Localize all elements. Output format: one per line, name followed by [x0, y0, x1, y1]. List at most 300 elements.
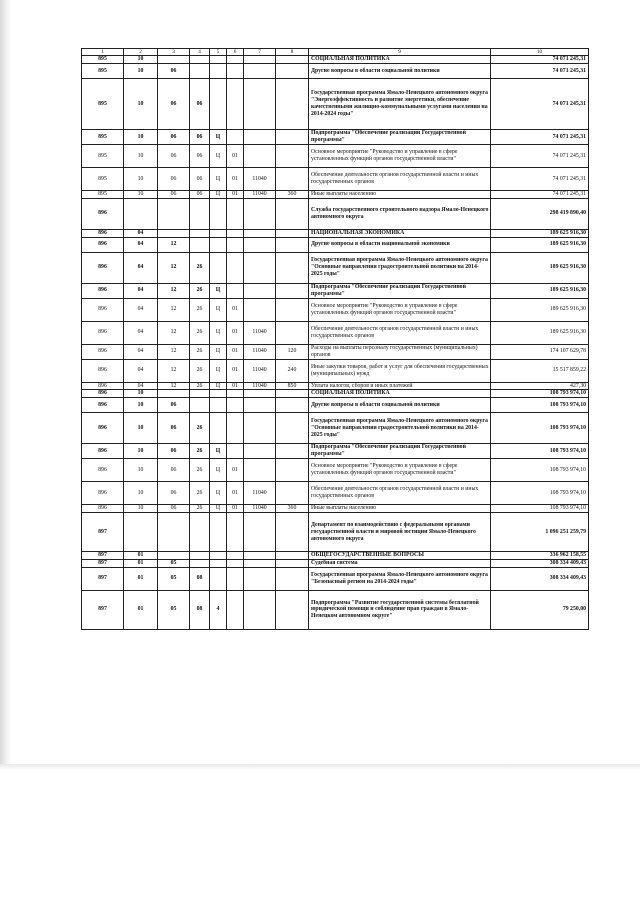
subprogram-cell: Ц [210, 359, 227, 382]
admin-code-cell: 895 [82, 144, 124, 167]
admin-code-cell: 896 [82, 459, 124, 482]
description-cell: Уплата налогов, сборов и иных платежей [309, 382, 491, 390]
program-cell: 26 [190, 413, 210, 444]
description-cell: Подпрограмма "Обеспечение реализации Государственной программы" [309, 444, 491, 459]
expense-type-cell [276, 144, 309, 167]
table-row [82, 390, 589, 398]
program-cell [190, 56, 210, 64]
subprogram-cell: Ц [210, 382, 227, 390]
admin-code-cell: 896 [82, 229, 124, 237]
table-row [82, 63, 589, 78]
admin-code-cell: 895 [82, 63, 124, 78]
activity-cell [227, 252, 244, 283]
activity-cell [227, 590, 244, 629]
subprogram-cell: Ц [210, 167, 227, 190]
activity-cell [227, 398, 244, 413]
amount-cell: 1 096 251 259,79 [491, 513, 589, 552]
subsection-cell: 06 [158, 444, 190, 459]
program-cell: 26 [190, 459, 210, 482]
program-cell: 08 [190, 567, 210, 590]
table-row [82, 229, 589, 237]
direction-cell [244, 78, 276, 129]
section-cell: 04 [124, 229, 158, 237]
section-cell: 10 [124, 190, 158, 198]
description-cell: ОБЩЕГОСУДАРСТВЕННЫЕ ВОПРОСЫ [309, 552, 491, 560]
program-cell: 26 [190, 444, 210, 459]
direction-cell: 11040 [244, 344, 276, 359]
amount-cell: 108 793 974,10 [491, 505, 589, 513]
activity-cell: 01 [227, 482, 244, 505]
expense-type-cell [276, 559, 309, 567]
subprogram-cell: Ц [210, 459, 227, 482]
subsection-cell: 12 [158, 237, 190, 252]
amount-cell: 174 107 629,78 [491, 344, 589, 359]
description-cell: Другие вопросы в области национальной экономики [309, 237, 491, 252]
direction-cell [244, 459, 276, 482]
header-cell: 3 [158, 49, 190, 56]
section-cell: 10 [124, 129, 158, 144]
direction-cell [244, 298, 276, 321]
header-cell: 8 [276, 49, 309, 56]
expense-type-cell [276, 229, 309, 237]
activity-cell [227, 237, 244, 252]
header-cell: 9 [309, 49, 491, 56]
activity-cell [227, 56, 244, 64]
activity-cell: 01 [227, 382, 244, 390]
direction-cell [244, 444, 276, 459]
subprogram-cell [210, 552, 227, 560]
direction-cell: 11040 [244, 505, 276, 513]
section-cell: 04 [124, 382, 158, 390]
admin-code-cell: 896 [82, 344, 124, 359]
subsection-cell: 06 [158, 413, 190, 444]
section-cell: 10 [124, 390, 158, 398]
description-cell: Расходы на выплаты персоналу государственных (муниципальных) органов [309, 344, 491, 359]
amount-cell: 79 250,00 [491, 590, 589, 629]
table-row [82, 459, 589, 482]
direction-cell [244, 590, 276, 629]
subprogram-cell [210, 390, 227, 398]
activity-cell: 01 [227, 321, 244, 344]
section-cell: 10 [124, 63, 158, 78]
subprogram-cell: 4 [210, 590, 227, 629]
expense-type-cell [276, 390, 309, 398]
header-cell: 6 [227, 49, 244, 56]
table-row [82, 78, 589, 129]
expense-type-cell [276, 129, 309, 144]
activity-cell: 01 [227, 144, 244, 167]
expense-type-cell [276, 321, 309, 344]
direction-cell [244, 252, 276, 283]
admin-code-cell: 895 [82, 78, 124, 129]
amount-cell: 74 071 245,31 [491, 56, 589, 64]
activity-cell [227, 198, 244, 229]
section-cell: 10 [124, 413, 158, 444]
section-cell: 01 [124, 590, 158, 629]
subprogram-cell [210, 413, 227, 444]
section-cell: 01 [124, 567, 158, 590]
direction-cell: 11040 [244, 359, 276, 382]
admin-code-cell: 896 [82, 252, 124, 283]
direction-cell [244, 198, 276, 229]
scan-edge-shadow [0, 0, 12, 768]
admin-code-cell: 896 [82, 321, 124, 344]
description-cell: Государственная программа Ямало-Ненецкого автономного округа "Энергоэффективность и развитие энергетики, обеспечение качественными жилищно-коммунальными услугами населения на 2014-2024 годы" [309, 78, 491, 129]
activity-cell: 01 [227, 190, 244, 198]
activity-cell: 01 [227, 459, 244, 482]
subprogram-cell [210, 237, 227, 252]
expense-type-cell [276, 63, 309, 78]
amount-cell: 108 793 974,10 [491, 398, 589, 413]
table-row [82, 513, 589, 552]
program-cell: 26 [190, 252, 210, 283]
direction-cell [244, 63, 276, 78]
description-cell: Подпрограмма "Обеспечение реализации Государственной программы" [309, 283, 491, 298]
expense-type-cell [276, 398, 309, 413]
header-cell: 7 [244, 49, 276, 56]
subprogram-cell [210, 63, 227, 78]
amount-cell: 427,30 [491, 382, 589, 390]
description-cell: Судебная система [309, 559, 491, 567]
description-cell: Обеспечение деятельности органов государственной власти и иных государственных органов [309, 167, 491, 190]
header-cell: 2 [124, 49, 158, 56]
subsection-cell [158, 513, 190, 552]
subsection-cell: 06 [158, 129, 190, 144]
section-cell: 10 [124, 398, 158, 413]
admin-code-cell: 896 [82, 382, 124, 390]
description-cell: Подпрограмма "Развитие государственной системы бесплатной юридической помощи и соблюдение прав граждан в Ямало-Ненецком автономном округе" [309, 590, 491, 629]
expense-type-cell: 850 [276, 382, 309, 390]
expense-type-cell [276, 413, 309, 444]
amount-cell: 108 793 974,10 [491, 413, 589, 444]
admin-code-cell: 895 [82, 190, 124, 198]
section-cell: 01 [124, 559, 158, 567]
table-row [82, 482, 589, 505]
description-cell: Основное мероприятие "Руководство и управление в сфере установленных функций органов государственной власти" [309, 144, 491, 167]
admin-code-cell: 896 [82, 298, 124, 321]
expense-type-cell [276, 198, 309, 229]
table-row [82, 144, 589, 167]
table-row [82, 298, 589, 321]
subprogram-cell [210, 513, 227, 552]
subprogram-cell: Ц [210, 482, 227, 505]
description-cell: Государственная программа Ямало-Ненецкого автономного округа "Безопасный регион на 2014-2024 годы" [309, 567, 491, 590]
expense-type-cell [276, 298, 309, 321]
table-row [82, 283, 589, 298]
direction-cell [244, 283, 276, 298]
description-cell: СОЦИАЛЬНАЯ ПОЛИТИКА [309, 390, 491, 398]
activity-cell: 01 [227, 359, 244, 382]
direction-cell: 11040 [244, 482, 276, 505]
section-cell: 10 [124, 459, 158, 482]
table-row [82, 444, 589, 459]
subprogram-cell: Ц [210, 190, 227, 198]
admin-code-cell: 896 [82, 444, 124, 459]
expense-type-cell [276, 444, 309, 459]
expense-type-cell [276, 252, 309, 283]
table-row [82, 56, 589, 64]
subsection-cell: 05 [158, 590, 190, 629]
program-cell: 26 [190, 283, 210, 298]
subsection-cell: 06 [158, 505, 190, 513]
description-cell: Служба государственного строительного надзора Ямало-Ненецкого автономного округа [309, 198, 491, 229]
table-row [82, 590, 589, 629]
amount-cell: 15 517 859,22 [491, 359, 589, 382]
subprogram-cell: Ц [210, 144, 227, 167]
program-cell [190, 237, 210, 252]
description-cell: Основное мероприятие "Руководство и управление в сфере установленных функций органов государственной власти" [309, 459, 491, 482]
admin-code-cell: 897 [82, 567, 124, 590]
section-cell: 10 [124, 144, 158, 167]
expense-type-cell [276, 482, 309, 505]
program-cell [190, 552, 210, 560]
program-cell [190, 390, 210, 398]
activity-cell: 01 [227, 344, 244, 359]
subsection-cell: 06 [158, 78, 190, 129]
expense-type-cell: 360 [276, 190, 309, 198]
direction-cell [244, 413, 276, 444]
activity-cell [227, 567, 244, 590]
subsection-cell: 12 [158, 382, 190, 390]
amount-cell: 308 334 409,43 [491, 567, 589, 590]
section-cell: 04 [124, 298, 158, 321]
section-cell: 01 [124, 552, 158, 560]
description-cell: Обеспечение деятельности органов государственной власти и иных государственных органов [309, 321, 491, 344]
table-row [82, 321, 589, 344]
activity-cell [227, 513, 244, 552]
table-body [82, 49, 589, 630]
expense-type-cell [276, 590, 309, 629]
subsection-cell: 05 [158, 559, 190, 567]
direction-cell [244, 237, 276, 252]
program-cell [190, 559, 210, 567]
activity-cell [227, 63, 244, 78]
header-cell: 1 [82, 49, 124, 56]
scan-bottom-edge [0, 764, 640, 770]
admin-code-cell: 896 [82, 398, 124, 413]
subprogram-cell [210, 78, 227, 129]
expense-type-cell [276, 56, 309, 64]
admin-code-cell: 896 [82, 482, 124, 505]
direction-cell [244, 552, 276, 560]
table-row [82, 505, 589, 513]
section-cell: 04 [124, 252, 158, 283]
admin-code-cell: 897 [82, 590, 124, 629]
program-cell [190, 513, 210, 552]
direction-cell: 11040 [244, 167, 276, 190]
expense-type-cell [276, 459, 309, 482]
program-cell [190, 229, 210, 237]
subprogram-cell [210, 567, 227, 590]
table-row [82, 198, 589, 229]
direction-cell [244, 390, 276, 398]
activity-cell: 01 [227, 505, 244, 513]
program-cell: 06 [190, 167, 210, 190]
subprogram-cell: Ц [210, 321, 227, 344]
admin-code-cell: 897 [82, 559, 124, 567]
section-cell: 04 [124, 321, 158, 344]
direction-cell [244, 144, 276, 167]
description-cell: Государственная программа Ямало-Ненецкого автономного округа "Основные направления градостроительной политики на 2014-2025 годы" [309, 413, 491, 444]
table-row [82, 359, 589, 382]
description-cell: НАЦИОНАЛЬНАЯ ЭКОНОМИКА [309, 229, 491, 237]
section-cell: 10 [124, 56, 158, 64]
subprogram-cell: Ц [210, 298, 227, 321]
subprogram-cell: Ц [210, 129, 227, 144]
admin-code-cell: 897 [82, 552, 124, 560]
program-cell: 06 [190, 144, 210, 167]
program-cell [190, 63, 210, 78]
description-cell: Иные выплаты населению [309, 190, 491, 198]
admin-code-cell: 896 [82, 198, 124, 229]
expense-type-cell [276, 237, 309, 252]
direction-cell: 11040 [244, 190, 276, 198]
subsection-cell: 06 [158, 144, 190, 167]
section-cell: 10 [124, 78, 158, 129]
subsection-cell: 06 [158, 398, 190, 413]
table-row [82, 567, 589, 590]
subprogram-cell [210, 398, 227, 413]
description-cell: Иные закупки товаров, работ и услуг для обеспечения государственных (муниципальных) нужд [309, 359, 491, 382]
direction-cell [244, 559, 276, 567]
amount-cell: 189 625 916,30 [491, 252, 589, 283]
admin-code-cell: 895 [82, 129, 124, 144]
subprogram-cell: Ц [210, 344, 227, 359]
admin-code-cell: 895 [82, 56, 124, 64]
subprogram-cell [210, 559, 227, 567]
activity-cell [227, 129, 244, 144]
header-cell: 10 [491, 49, 589, 56]
subsection-cell: 06 [158, 482, 190, 505]
subsection-cell: 12 [158, 344, 190, 359]
expense-type-cell [276, 567, 309, 590]
section-cell: 10 [124, 505, 158, 513]
admin-code-cell: 896 [82, 283, 124, 298]
amount-cell: 74 071 245,31 [491, 167, 589, 190]
admin-code-cell: 896 [82, 359, 124, 382]
subprogram-cell [210, 229, 227, 237]
table-row [82, 252, 589, 283]
subsection-cell: 06 [158, 167, 190, 190]
table-row [82, 237, 589, 252]
subprogram-cell: Ц [210, 283, 227, 298]
subsection-cell [158, 56, 190, 64]
section-cell: 04 [124, 344, 158, 359]
direction-cell [244, 129, 276, 144]
direction-cell [244, 56, 276, 64]
activity-cell [227, 229, 244, 237]
admin-code-cell: 896 [82, 413, 124, 444]
activity-cell [227, 283, 244, 298]
subsection-cell [158, 229, 190, 237]
table-row [82, 413, 589, 444]
section-cell [124, 513, 158, 552]
subsection-cell: 12 [158, 283, 190, 298]
direction-cell [244, 229, 276, 237]
table-row [82, 552, 589, 560]
subprogram-cell [210, 56, 227, 64]
description-cell: Департамент по взаимодействию с федеральными органами государственной власти и мировой юстиции Ямало-Ненецкого автономного округа [309, 513, 491, 552]
subprogram-cell [210, 252, 227, 283]
amount-cell: 189 625 916,30 [491, 321, 589, 344]
program-cell [190, 398, 210, 413]
section-cell: 10 [124, 167, 158, 190]
description-cell: Иные выплаты населению [309, 505, 491, 513]
section-cell: 04 [124, 283, 158, 298]
activity-cell: 01 [227, 298, 244, 321]
amount-cell: 74 071 245,31 [491, 144, 589, 167]
subsection-cell [158, 390, 190, 398]
amount-cell: 298 419 890,40 [491, 198, 589, 229]
subprogram-cell: Ц [210, 505, 227, 513]
expense-type-cell [276, 513, 309, 552]
activity-cell: 01 [227, 167, 244, 190]
expense-type-cell [276, 78, 309, 129]
section-cell [124, 198, 158, 229]
amount-cell: 189 625 916,30 [491, 237, 589, 252]
expense-type-cell: 240 [276, 359, 309, 382]
description-cell: СОЦИАЛЬНАЯ ПОЛИТИКА [309, 56, 491, 64]
subsection-cell: 05 [158, 567, 190, 590]
table-row [82, 344, 589, 359]
table-row [82, 167, 589, 190]
amount-cell: 189 625 916,30 [491, 298, 589, 321]
program-cell: 26 [190, 298, 210, 321]
activity-cell [227, 390, 244, 398]
amount-cell: 74 071 245,31 [491, 63, 589, 78]
program-cell: 26 [190, 482, 210, 505]
amount-cell: 308 334 409,43 [491, 559, 589, 567]
amount-cell: 74 071 245,31 [491, 129, 589, 144]
amount-cell: 336 962 158,55 [491, 552, 589, 560]
section-cell: 10 [124, 444, 158, 459]
subprogram-cell [210, 198, 227, 229]
program-cell: 26 [190, 359, 210, 382]
admin-code-cell: 896 [82, 505, 124, 513]
subprogram-cell: Ц [210, 444, 227, 459]
admin-code-cell: 896 [82, 390, 124, 398]
admin-code-cell: 895 [82, 167, 124, 190]
subsection-cell: 12 [158, 359, 190, 382]
subsection-cell [158, 552, 190, 560]
subsection-cell: 12 [158, 298, 190, 321]
description-cell: Подпрограмма "Обеспечение реализации Государственной программы" [309, 129, 491, 144]
program-cell: 08 [190, 590, 210, 629]
subsection-cell: 12 [158, 321, 190, 344]
admin-code-cell: 896 [82, 237, 124, 252]
direction-cell: 11040 [244, 321, 276, 344]
table-row [82, 398, 589, 413]
table-row [82, 129, 589, 144]
direction-cell: 11040 [244, 382, 276, 390]
amount-cell: 189 625 916,30 [491, 283, 589, 298]
expense-type-cell: 360 [276, 505, 309, 513]
expense-type-cell: 120 [276, 344, 309, 359]
activity-cell [227, 78, 244, 129]
table-row [82, 559, 589, 567]
description-cell: Обеспечение деятельности органов государственной власти и иных государственных органов [309, 482, 491, 505]
direction-cell [244, 513, 276, 552]
program-cell: 06 [190, 129, 210, 144]
program-cell: 26 [190, 505, 210, 513]
direction-cell [244, 567, 276, 590]
amount-cell: 189 625 916,30 [491, 229, 589, 237]
description-cell: Другие вопросы в области социальной политики [309, 398, 491, 413]
expense-type-cell [276, 552, 309, 560]
section-cell: 04 [124, 359, 158, 382]
program-cell [190, 198, 210, 229]
subsection-cell: 12 [158, 252, 190, 283]
